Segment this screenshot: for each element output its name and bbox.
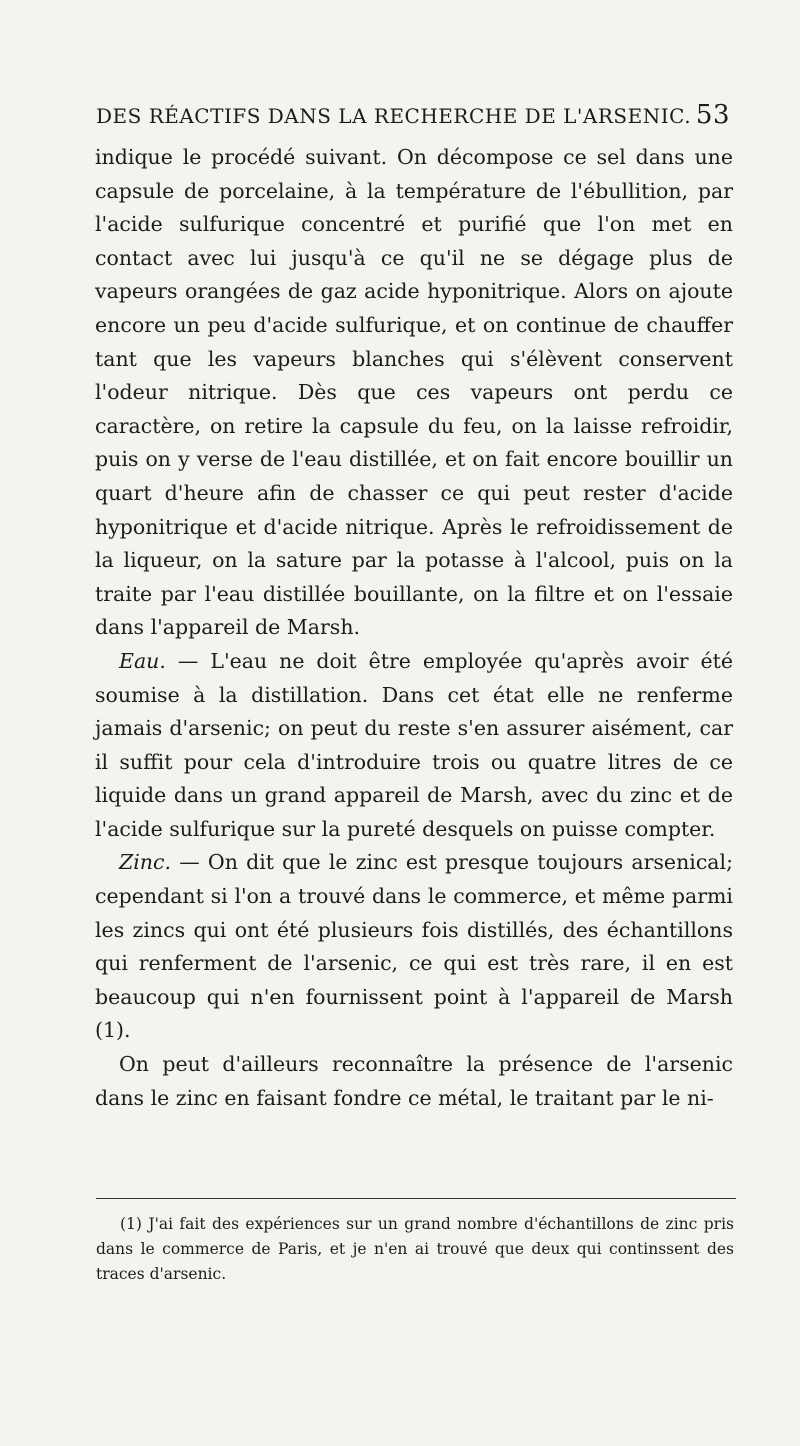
section-lead-zinc: Zinc. xyxy=(119,850,172,875)
paragraph-zinc xyxy=(95,846,733,1048)
footnote-divider xyxy=(96,1198,736,1199)
running-title: DES RÉACTIFS DANS LA RECHERCHE DE L'ARSENIC. xyxy=(96,104,692,128)
paragraph-eau xyxy=(95,645,733,847)
paragraph-zinc-text: — On dit que le zinc est presque toujours arsenical; cependant si l'on a trouvé dans le commerce, et même parmi les zincs qui ont été plusieurs fois distillés, des échantillons qui renferment de l'arsenic, ce qui est très rare, il en est beaucoup qui n'en fournissent point à l'appareil de Marsh (1). xyxy=(95,850,733,1043)
running-head xyxy=(96,100,730,130)
page-number: 53 xyxy=(695,100,730,130)
paragraph-eau-text: — L'eau ne doit être employée qu'après avoir été soumise à la distillation. Dans cet état elle ne renferme jamais d'arsenic; on peut du reste s'en assurer aisément, car il suffit pour cela d'introduire trois ou quatre litres de ce liquide dans un grand appareil de Marsh, avec du zinc et de l'acide sulfurique sur la pureté desquels on puisse compter. xyxy=(95,648,733,841)
paragraph-continuation: indique le procédé suivant. On décompose ce sel dans une capsule de porcelaine, à la température de l'ébullition, par l'acide sulfurique concentré et purifié que l'on met en contact avec lui jusqu'à ce qu'il ne se dégage plus de vapeurs orangées de gaz acide hyponitrique. Alors on ajoute encore un peu d'acide sulfurique, et on continue de chauffer tant que les vapeurs blanches qui s'élèvent conservent l'odeur nitrique. Dès que ces vapeurs ont perdu ce caractère, on retire la capsule du feu, on la laisse refroidir, puis on y verse de l'eau distillée, et on fait encore bouillir un quart d'heure afin de chasser ce qui peut rester d'acide hyponitrique et d'acide nitrique. Après le refroidissement de la liqueur, on la sature par la potasse à l'alcool, puis on la traite par l'eau distillée bouillante, on la filtre et on l'essaie dans l'appareil de Marsh. xyxy=(95,145,733,640)
footnote: (1) J'ai fait des expériences sur un grand nombre d'échantillons de zinc pris dans le commerce de Paris, et je n'en ai trouvé que deux qui continssent des traces d'arsenic. xyxy=(96,1215,734,1283)
paragraph-final: On peut d'ailleurs reconnaître la présence de l'arsenic dans le zinc en faisant fondre ce métal, le traitant par le ni- xyxy=(95,1052,733,1110)
section-lead-eau: Eau. xyxy=(119,648,166,673)
body-text xyxy=(95,141,733,1115)
